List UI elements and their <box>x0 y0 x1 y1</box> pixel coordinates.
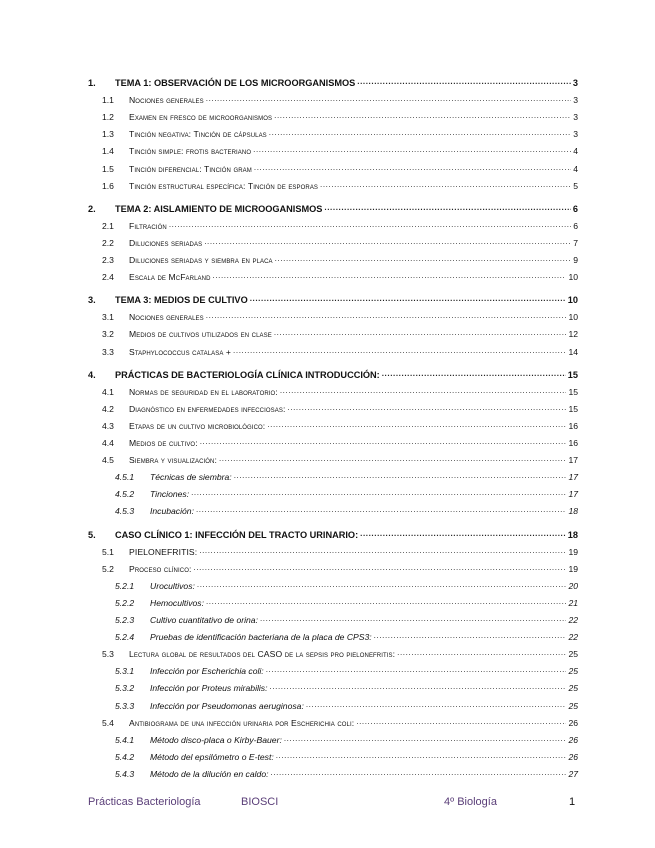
toc-entry-number: 1.1 <box>102 95 114 106</box>
toc-entry-page: 16 <box>568 420 578 431</box>
toc-entry-label: TEMA 3: MEDIOS DE CULTIVO <box>115 295 248 306</box>
toc-subsection[interactable] <box>88 751 578 762</box>
toc-entry-label: Antibiograma de una infección urinaria por Escherichia coli: <box>129 717 355 728</box>
toc-entry-number: 3. <box>88 295 96 306</box>
toc-entry-label: Nociones generales <box>129 312 204 323</box>
toc-leader-dots <box>397 648 566 657</box>
toc-section[interactable] <box>88 346 578 357</box>
toc-entry-label: Infección por Escherichia coli: <box>150 666 264 677</box>
toc-entry-label: Filtración <box>129 220 167 231</box>
toc-section[interactable] <box>88 403 578 414</box>
toc-entry-number: 4.5 <box>102 455 114 466</box>
toc-entry-page: 25 <box>568 649 578 660</box>
toc-section[interactable] <box>88 328 578 339</box>
toc-entry-page: 4 <box>573 163 578 174</box>
toc-entry-page: 25 <box>568 683 578 694</box>
toc-entry-number: 4.2 <box>102 403 114 414</box>
toc-entry-label: Siembra y visualización: <box>129 455 217 466</box>
toc-leader-dots <box>204 237 571 246</box>
toc-subsection[interactable] <box>88 488 578 499</box>
toc-entry-label: PRÁCTICAS DE BACTERIOLOGÍA CLÍNICA INTRODUCCIÓN: <box>115 369 380 380</box>
toc-entry-label: Tinción simple: frotis bacteriano <box>129 146 252 157</box>
toc-entry-label: Nociones generales <box>129 95 204 106</box>
toc-entry-number: 2.3 <box>102 255 114 265</box>
toc-entry-number: 1.5 <box>102 163 114 174</box>
toc-leader-dots <box>199 546 566 555</box>
toc-entry-number: 3.2 <box>102 329 114 340</box>
toc-entry-label: Método disco-placa o Kirby-Bauer: <box>150 734 282 745</box>
toc-entry-label: Tinción estructural específica: Tinción de esporas <box>129 180 319 191</box>
toc-entry-page: 17 <box>568 489 578 500</box>
toc-leader-dots <box>360 529 566 538</box>
toc-section[interactable] <box>88 648 578 659</box>
toc-entry-number: 4.5.1 <box>115 472 135 483</box>
toc-entry-number: 4.3 <box>102 420 114 431</box>
toc-section[interactable] <box>88 563 578 574</box>
toc-leader-dots <box>320 180 571 189</box>
toc-section[interactable] <box>88 163 578 174</box>
toc-leader-dots <box>260 614 566 623</box>
toc-subsection[interactable] <box>88 665 578 676</box>
toc-entry-number: 5.3 <box>102 649 114 660</box>
toc-entry-page: 10 <box>568 312 578 323</box>
toc-section[interactable] <box>88 94 578 105</box>
toc-entry-number: 5.4.3 <box>115 768 135 779</box>
toc-entry-label: Etapas de un cultivo microbiológico: <box>129 420 266 431</box>
toc-entry-number: 5.2.2 <box>115 597 135 608</box>
toc-entry-page: 10 <box>567 295 578 306</box>
toc-subsection[interactable] <box>88 682 578 693</box>
toc-entry-number: 1. <box>88 78 96 88</box>
toc-entry-label: Urocultivos: <box>150 580 195 591</box>
toc-entry-label: TEMA 1: OBSERVACIÓN DE LOS MICROORGANISMOS <box>115 78 356 88</box>
toc-entry-page: 26 <box>568 717 578 728</box>
toc-entry-number: 2. <box>88 203 96 214</box>
toc-entry-number: 5.2.4 <box>115 632 135 643</box>
toc-section[interactable] <box>88 220 578 231</box>
toc-entry-number: 4.4 <box>102 438 114 448</box>
toc-leader-dots <box>276 751 567 760</box>
toc-entry-page: 14 <box>568 346 578 357</box>
toc-section[interactable] <box>88 420 578 431</box>
toc-entry-number: 3.3 <box>102 346 114 357</box>
toc-entry-number: 5. <box>88 529 96 540</box>
toc-heading[interactable] <box>88 369 578 380</box>
toc-leader-dots <box>374 631 567 640</box>
toc-entry-number: 5.3.2 <box>115 683 135 694</box>
toc-leader-dots <box>267 420 566 429</box>
toc-entry-page: 15 <box>568 403 578 414</box>
toc-entry-number: 4.5.2 <box>115 489 135 500</box>
toc-leader-dots <box>169 220 571 229</box>
toc-leader-dots <box>193 563 566 572</box>
toc-entry-label: Método del epsilómetro o E-test: <box>150 751 274 762</box>
toc-entry-page: 3 <box>573 129 578 140</box>
toc-leader-dots <box>219 454 566 463</box>
toc-leader-dots <box>287 403 566 412</box>
toc-section[interactable] <box>88 386 578 397</box>
toc-entry-label: Método de la dilución en caldo: <box>150 768 269 779</box>
toc-entry-number: 5.4.1 <box>115 734 135 745</box>
toc-entry-page: 16 <box>568 438 578 448</box>
toc-entry-label: Medios de cultivo: <box>129 438 198 448</box>
toc-entry-page: 3 <box>573 112 578 123</box>
toc-entry-page: 22 <box>568 632 578 643</box>
toc-entry-page: 26 <box>568 734 578 745</box>
toc-entry-page: 6 <box>572 203 578 214</box>
toc-section[interactable] <box>88 180 578 191</box>
toc-entry-number: 2.2 <box>102 237 114 248</box>
toc-entry-label: Técnicas de siembra: <box>150 472 232 483</box>
toc-entry-page: 15 <box>567 369 578 380</box>
toc-entry-number: 5.2.1 <box>115 580 135 591</box>
toc-leader-dots <box>254 163 571 172</box>
toc-leader-dots <box>270 768 566 777</box>
toc-entry-label: Diagnóstico en enfermedades infecciosas: <box>129 403 286 414</box>
toc-section[interactable] <box>88 437 578 448</box>
toc-entry-page: 5 <box>573 180 578 191</box>
toc-entry-page: 22 <box>568 615 578 625</box>
toc-leader-dots <box>356 717 566 726</box>
toc-entry-label: CASO CLÍNICO 1: INFECCIÓN DEL TRACTO URINARIO: <box>115 529 359 540</box>
toc-entry-label: Pruebas de identificación bacteriana de la placa de CPS3: <box>150 632 372 643</box>
toc-section[interactable] <box>88 311 578 322</box>
toc-entry-label: Normas de seguridad en el laboratorio: <box>129 386 278 397</box>
toc-entry-label: Incubación: <box>150 506 194 517</box>
toc-entry-page: 19 <box>568 563 578 574</box>
toc-entry-label: Hemocultivos: <box>150 597 204 608</box>
toc-heading[interactable] <box>88 294 578 305</box>
toc-subsection[interactable] <box>88 580 578 591</box>
toc-entry-label: Infección por Proteus mirabilis: <box>150 683 268 694</box>
toc-entry-number: 4. <box>88 369 96 380</box>
toc-section[interactable] <box>88 454 578 465</box>
toc-entry-page: 18 <box>568 506 578 517</box>
toc-leader-dots <box>233 346 566 355</box>
toc-heading[interactable] <box>88 203 578 214</box>
toc-entry-number: 1.6 <box>102 180 114 191</box>
toc-entry-number: 5.4.2 <box>115 751 135 762</box>
toc-entry-label: Escala de McFarland <box>129 272 211 283</box>
toc-leader-dots <box>284 734 567 743</box>
toc-entry-label: Proceso clínico: <box>129 563 192 574</box>
toc-subsection[interactable] <box>88 700 578 711</box>
toc-leader-dots <box>280 386 567 395</box>
toc-entry-label: Tinciones: <box>150 489 190 500</box>
toc-leader-dots <box>234 471 567 480</box>
toc-leader-dots <box>306 700 567 709</box>
toc-entry-label: Staphylococcus catalasa + <box>129 346 232 357</box>
toc-entry-number: 1.4 <box>102 146 114 157</box>
toc-section[interactable] <box>88 271 578 282</box>
toc-entry-page: 3 <box>573 95 578 106</box>
toc-leader-dots <box>197 580 567 589</box>
toc-leader-dots <box>200 437 567 446</box>
toc-entry-number: 5.2 <box>102 563 114 574</box>
toc-leader-dots <box>206 94 571 103</box>
toc-section[interactable] <box>88 237 578 248</box>
toc-entry-page: 3 <box>572 78 578 88</box>
toc-entry-label: PIELONEFRITIS: <box>129 546 198 557</box>
toc-entry-number: 1.3 <box>102 129 114 140</box>
toc-entry-page: 25 <box>568 666 578 677</box>
toc-entry-page: 27 <box>568 768 578 779</box>
toc-leader-dots <box>206 597 566 606</box>
footer-page-number: 1 <box>569 796 576 808</box>
toc-entry-number: 1.2 <box>102 112 114 123</box>
toc-entry-page: 7 <box>573 237 578 248</box>
toc-entry-label: Lectura global de resultados del CASO de la sepsis pro pielonefritis: <box>129 649 396 660</box>
toc-leader-dots <box>274 328 567 337</box>
toc-section[interactable] <box>88 111 578 122</box>
toc-entry-number: 2.4 <box>102 272 114 283</box>
toc-entry-page: 15 <box>568 386 578 397</box>
toc-entry-number: 4.5.3 <box>115 506 135 517</box>
toc-leader-dots <box>213 271 567 280</box>
toc-entry-page: 25 <box>568 700 578 711</box>
toc-entry-number: 3.1 <box>102 312 114 323</box>
toc-subsection[interactable] <box>88 734 578 745</box>
toc-entry-page: 17 <box>568 455 578 466</box>
toc-leader-dots <box>382 369 566 378</box>
toc-subsection[interactable] <box>88 505 578 516</box>
page-footer <box>88 796 578 808</box>
toc-leader-dots <box>250 294 566 303</box>
toc-section[interactable] <box>88 717 578 728</box>
toc-entry-label: Cultivo cuantitativo de orina: <box>150 615 258 625</box>
toc-leader-dots <box>324 203 570 212</box>
toc-leader-dots <box>269 128 571 137</box>
toc-heading[interactable] <box>88 529 578 540</box>
toc-entry-label: Tinción negativa: Tinción de cápsulas <box>129 129 267 140</box>
toc-entry-page: 12 <box>568 329 578 340</box>
toc-leader-dots <box>253 145 571 154</box>
toc-entry-page: 26 <box>568 751 578 762</box>
toc-entry-label: Diluciones seriadas <box>129 237 203 248</box>
toc-entry-number: 5.3.1 <box>115 666 135 677</box>
toc-entry-page: 21 <box>568 597 578 608</box>
toc-leader-dots <box>196 505 566 514</box>
toc-entry-page: 9 <box>573 255 578 265</box>
toc-entry-number: 4.1 <box>102 386 114 397</box>
toc-section[interactable] <box>88 254 578 265</box>
toc-subsection[interactable] <box>88 614 578 625</box>
toc-leader-dots <box>275 254 572 263</box>
toc-subsection[interactable] <box>88 471 578 482</box>
toc-entry-number: 2.1 <box>102 220 114 231</box>
toc-leader-dots <box>274 111 571 120</box>
footer-degree: 4º Biología <box>444 796 497 808</box>
toc-entry-number: 5.1 <box>102 546 114 557</box>
toc-subsection[interactable] <box>88 631 578 642</box>
toc-leader-dots <box>357 77 571 86</box>
toc-entry-label: Examen en fresco de microorganismos <box>129 112 273 123</box>
toc-section[interactable] <box>88 128 578 139</box>
toc-entry-label: Tinción diferencial: Tinción gram <box>129 163 252 174</box>
footer-org: BIOSCI <box>241 796 279 808</box>
toc-section[interactable] <box>88 145 578 156</box>
toc-entry-page: 10 <box>568 272 578 283</box>
toc-entry-page: 4 <box>573 146 578 157</box>
toc-entry-label: Diluciones seriadas y siembra en placa <box>129 255 273 265</box>
toc-subsection[interactable] <box>88 597 578 608</box>
toc-entry-page: 18 <box>567 529 578 540</box>
toc-heading[interactable] <box>88 77 578 88</box>
toc-entry-page: 6 <box>573 220 578 231</box>
toc-entry-number: 5.4 <box>102 717 114 728</box>
toc-entry-page: 19 <box>568 546 578 557</box>
toc-entry-label: Infección por Pseudomonas aeruginosa: <box>150 700 304 711</box>
footer-course: Prácticas Bacteriología <box>88 796 201 808</box>
toc-section[interactable] <box>88 546 578 557</box>
toc-subsection[interactable] <box>88 768 578 779</box>
toc-entry-number: 5.2.3 <box>115 615 135 625</box>
toc-leader-dots <box>191 488 566 497</box>
toc-leader-dots <box>266 665 567 674</box>
toc-entry-number: 5.3.3 <box>115 700 135 711</box>
toc-leader-dots <box>270 682 567 691</box>
toc-entry-page: 20 <box>568 580 578 591</box>
toc-entry-label: Medios de cultivos utilizados en clase <box>129 329 272 340</box>
toc-entry-label: TEMA 2: AISLAMIENTO DE MICROOGANISMOS <box>115 203 323 214</box>
toc-leader-dots <box>206 311 567 320</box>
toc-entry-page: 17 <box>568 472 578 483</box>
